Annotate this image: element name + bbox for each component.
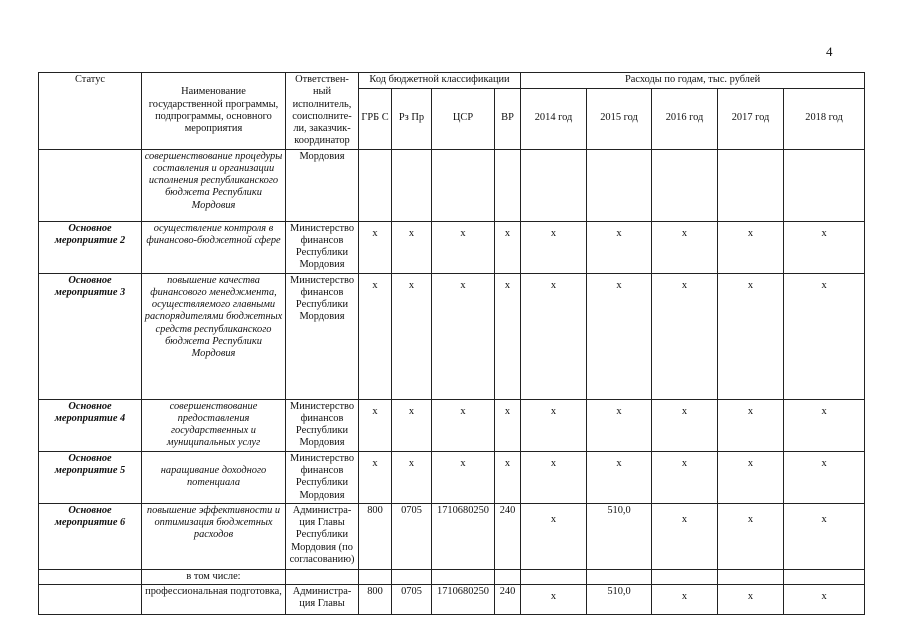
status-cell: Основное мероприятие 5 [39,451,142,503]
grbs-cell: 800 [359,503,392,569]
header-year-2014: 2014 год [521,88,587,149]
year-2018-cell: х [784,399,865,451]
year-2014-cell: х [521,451,587,503]
header-responsible: Ответствен-ный исполнитель, соисполните-ли, заказчик-координатор [286,73,359,150]
rzpr-cell: х [392,399,432,451]
rzpr-cell: 0705 [392,503,432,569]
grbs-cell [359,149,392,221]
year-2014-cell: х [521,273,587,399]
vr-cell: х [495,273,521,399]
table-row [39,399,865,451]
name-cell: осуществление контроля в финансово-бюджетной сфере [142,221,286,273]
header-vr: ВР [495,88,521,149]
responsible-cell [286,569,359,584]
year-2014-cell: х [521,503,587,569]
year-2014-cell [521,569,587,584]
status-cell [39,569,142,584]
rzpr-cell [392,569,432,584]
page-number: 4 [826,44,833,59]
year-2018-cell [784,149,865,221]
header-year-2018: 2018 год [784,88,865,149]
rzpr-cell [392,149,432,221]
year-2018-cell [784,569,865,584]
rzpr-cell: х [392,273,432,399]
status-cell [39,585,142,615]
year-2016-cell: х [652,221,718,273]
year-2016-cell [652,569,718,584]
vr-cell: х [495,451,521,503]
year-2018-cell: х [784,585,865,615]
header-year-2017: 2017 год [718,88,784,149]
grbs-cell: х [359,221,392,273]
responsible-cell: Администра-ция Главы [286,585,359,615]
table-row [39,221,865,273]
table-row [39,585,865,615]
csr-cell: 1710680250 [432,503,495,569]
name-cell: в том числе: [142,569,286,584]
csr-cell [432,569,495,584]
year-2018-cell: х [784,451,865,503]
vr-cell: 240 [495,585,521,615]
year-2017-cell: х [718,585,784,615]
vr-cell: 240 [495,503,521,569]
table-row [39,273,865,399]
header-expenses: Расходы по годам, тыс. рублей [521,73,865,89]
table-row [39,503,865,569]
rzpr-cell: 0705 [392,585,432,615]
status-cell: Основное мероприятие 6 [39,503,142,569]
header-csr: ЦСР [432,88,495,149]
header-year-2015: 2015 год [587,88,652,149]
name-cell: повышение эффективности и оптимизация бюджетных расходов [142,503,286,569]
name-cell: совершенствование процедуры составления и организации исполнения республиканского бюджета Республики Мордовия [142,149,286,221]
year-2017-cell: х [718,221,784,273]
year-2017-cell: х [718,503,784,569]
csr-cell: 1710680250 [432,585,495,615]
name-cell: профессиональная подготовка, [142,585,286,615]
header-status: Статус [39,73,142,150]
name-cell: повышение качества финансового менеджмента, осуществляемого главными распорядителями бюджетных средств республиканского бюджета Республики Мордовия [142,273,286,399]
name-cell: совершенствование предоставления государственных и муниципальных услуг [142,399,286,451]
responsible-cell: Министерство финансов Республики Мордовия [286,399,359,451]
year-2017-cell: х [718,399,784,451]
status-cell [39,149,142,221]
year-2017-cell: х [718,273,784,399]
year-2015-cell: х [587,399,652,451]
csr-cell [432,149,495,221]
name-cell: наращивание доходного потенциала [142,451,286,503]
header-budget-code: Код бюджетной классификации [359,73,521,89]
table-row [39,149,865,221]
grbs-cell: 800 [359,585,392,615]
year-2015-cell: х [587,273,652,399]
year-2015-cell [587,149,652,221]
header-year-2016: 2016 год [652,88,718,149]
header-name: Наименование государственной программы, подпрограммы, основного мероприятия [142,73,286,150]
responsible-cell: Администра-ция Главы Республики Мордовия (по согласованию) [286,503,359,569]
table-row [39,451,865,503]
csr-cell: х [432,399,495,451]
year-2014-cell: х [521,585,587,615]
grbs-cell [359,569,392,584]
responsible-cell: Министерство финансов Республики Мордовия [286,273,359,399]
csr-cell: х [432,451,495,503]
year-2016-cell: х [652,273,718,399]
year-2015-cell: х [587,451,652,503]
responsible-cell: Мордовия [286,149,359,221]
grbs-cell: х [359,273,392,399]
status-cell: Основное мероприятие 3 [39,273,142,399]
header-rzpr: Рз Пр [392,88,432,149]
year-2016-cell: х [652,399,718,451]
vr-cell: х [495,399,521,451]
status-cell: Основное мероприятие 4 [39,399,142,451]
year-2016-cell: х [652,585,718,615]
csr-cell: х [432,273,495,399]
year-2017-cell [718,149,784,221]
responsible-cell: Министерство финансов Республики Мордовия [286,221,359,273]
year-2016-cell [652,149,718,221]
year-2017-cell [718,569,784,584]
rzpr-cell: х [392,451,432,503]
year-2018-cell: х [784,221,865,273]
csr-cell: х [432,221,495,273]
grbs-cell: х [359,451,392,503]
vr-cell: х [495,221,521,273]
vr-cell [495,149,521,221]
year-2015-cell [587,569,652,584]
budget-table [38,72,865,615]
year-2014-cell [521,149,587,221]
year-2015-cell: 510,0 [587,585,652,615]
status-cell: Основное мероприятие 2 [39,221,142,273]
year-2015-cell: 510,0 [587,503,652,569]
year-2016-cell: х [652,503,718,569]
rzpr-cell: х [392,221,432,273]
responsible-cell: Министерство финансов Республики Мордовия [286,451,359,503]
year-2014-cell: х [521,399,587,451]
year-2015-cell: х [587,221,652,273]
vr-cell [495,569,521,584]
table-row [39,569,865,584]
header-grbs: ГРБ С [359,88,392,149]
year-2018-cell: х [784,273,865,399]
year-2017-cell: х [718,451,784,503]
grbs-cell: х [359,399,392,451]
year-2016-cell: х [652,451,718,503]
year-2014-cell: х [521,221,587,273]
year-2018-cell: х [784,503,865,569]
